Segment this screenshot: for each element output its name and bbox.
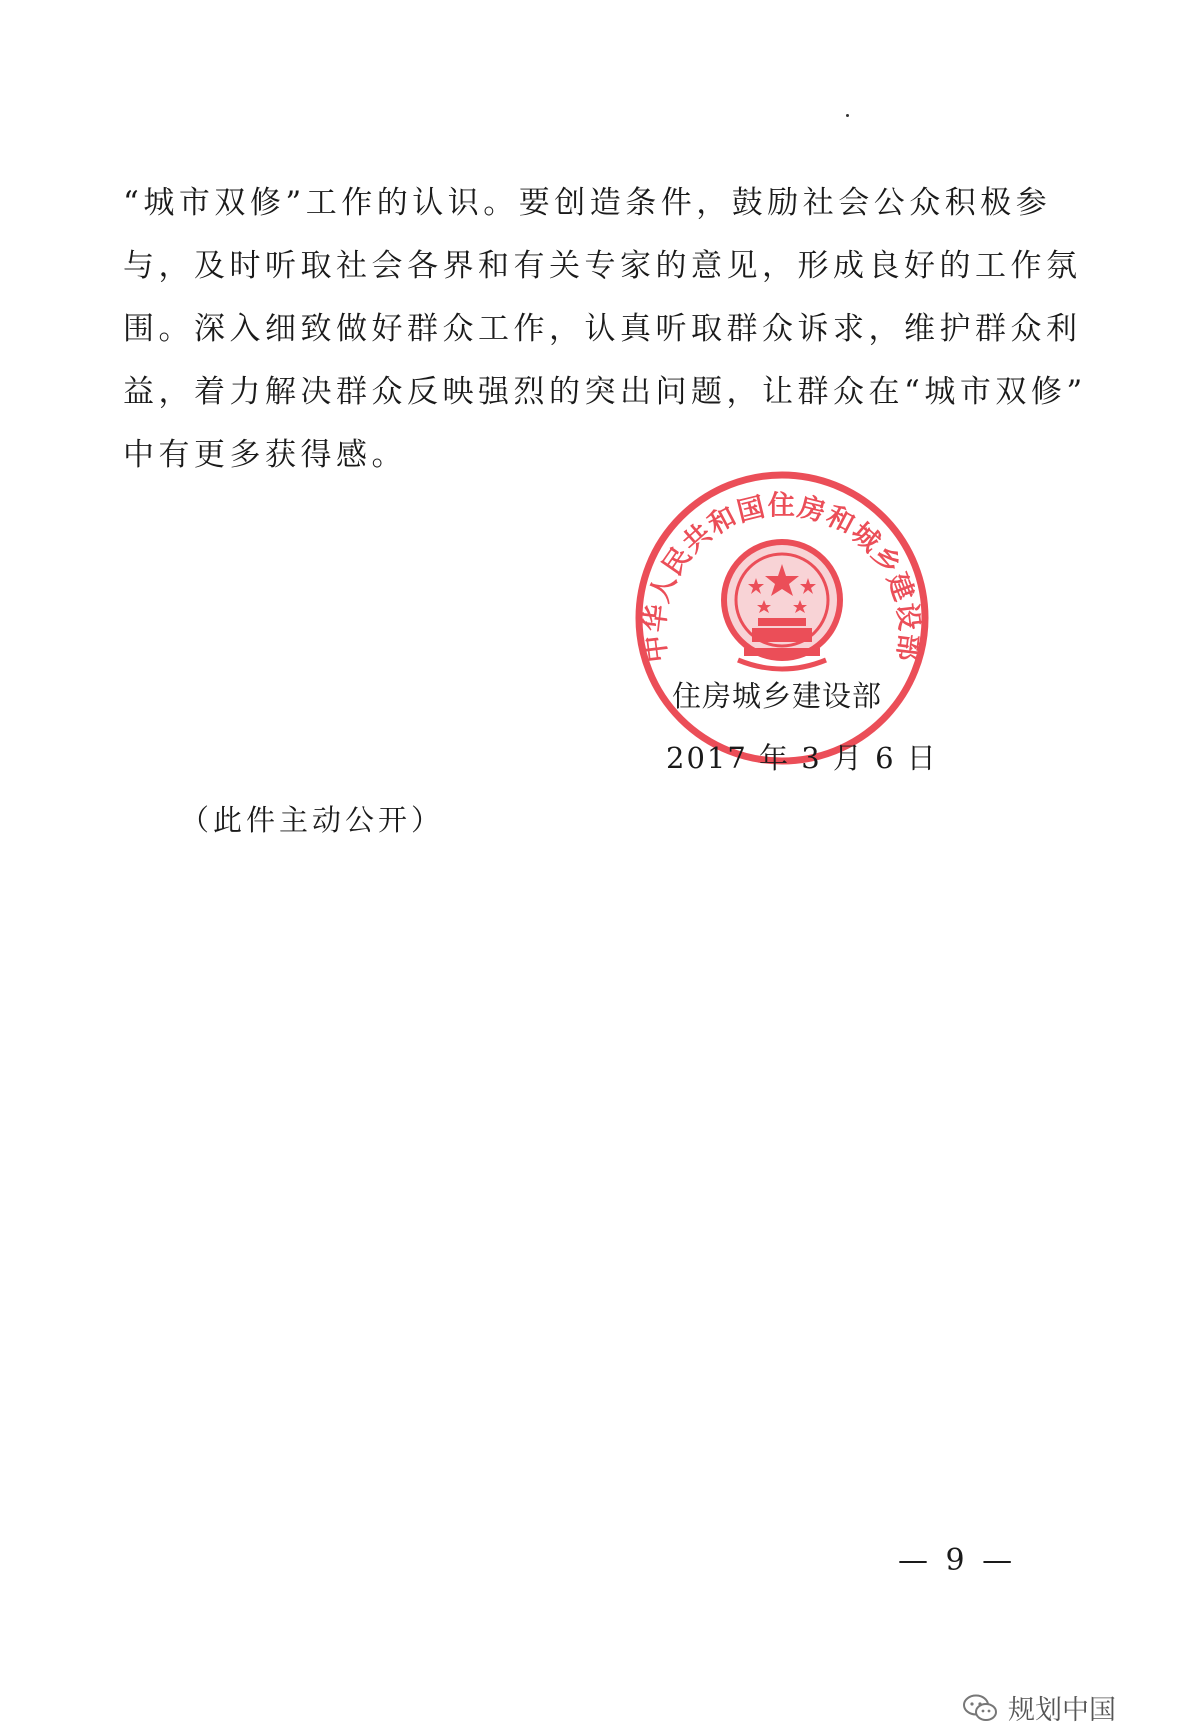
paragraph-line: 中有更多获得感。 <box>123 437 407 473</box>
public-disclosure-note: （此件主动公开） <box>180 803 445 837</box>
watermark <box>962 1688 1116 1727</box>
body-paragraph <box>123 172 1087 487</box>
national-emblem-icon <box>724 542 840 669</box>
paragraph-line: 与，及时听取社会各界和有关专家的意见，形成良好的工作氛 <box>123 248 1082 284</box>
scan-speck <box>846 114 849 117</box>
seal-text: 中华人民共和国住房和城乡建设部 <box>639 490 925 665</box>
official-seal <box>632 468 932 768</box>
paragraph-line: 益，着力解决群众反映强烈的突出问题，让群众在“城市双修” <box>123 374 1087 410</box>
wechat-icon <box>962 1693 998 1723</box>
signature-org: 住房城乡建设部 <box>672 679 883 713</box>
page-number: — 9 — <box>898 1543 1017 1578</box>
paragraph-line: “城市双修”工作的认识。要创造条件，鼓励社会公众积极参 <box>123 185 1052 221</box>
watermark-text: 规划中国 <box>1008 1695 1116 1726</box>
signature-date: 2017 年 3 月 6 日 <box>666 741 938 775</box>
paragraph-line: 围。深入细致做好群众工作，认真听取群众诉求，维护群众利 <box>123 311 1082 347</box>
